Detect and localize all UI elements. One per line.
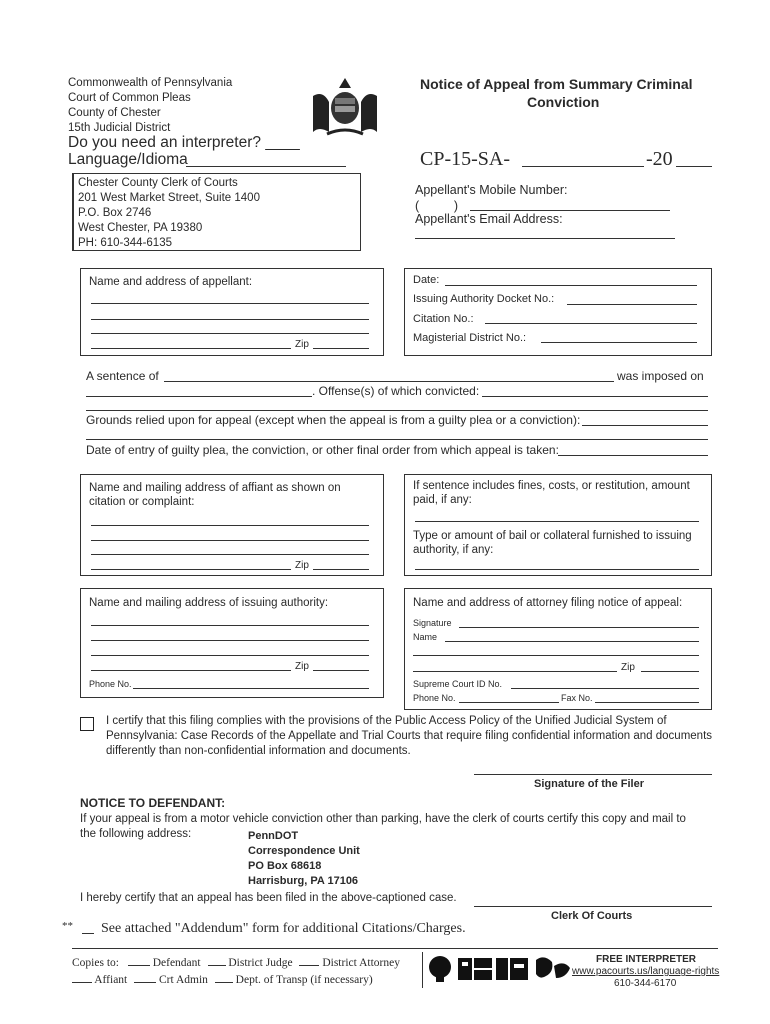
grounds-field-2[interactable] (86, 439, 708, 440)
docket-number-field[interactable] (522, 166, 644, 167)
form-title-line2: Conviction (527, 94, 600, 110)
addendum-text: See attached "Addendum" form for additional Citations/Charges. (101, 921, 466, 936)
date-entry-label: Date of entry of guilty plea, the conviction, or other final order from which appeal is taken: (86, 443, 559, 457)
appellant-address-field-2[interactable] (91, 333, 369, 334)
accessibility-icons (426, 952, 574, 986)
certify-text: I certify that this filing complies with the provisions of the Public Access Policy of the Unified Judicial System of Pennsylvania: Case Records of the Appellate and Trial Courts that require filing confidential information and documents differently than non-confidential information and documents. (106, 715, 713, 757)
filer-signature-label: Signature of the Filer (534, 778, 645, 790)
supreme-court-label: Supreme Court ID No. (413, 679, 503, 689)
attorney-phone-label: Phone No. (413, 693, 456, 703)
case-info-box (404, 268, 712, 356)
name-label: Name (413, 632, 438, 642)
citation-label: Citation No.: (413, 313, 474, 325)
addendum-stars: ** (62, 920, 73, 932)
authority-zip-field[interactable] (313, 670, 369, 671)
attorney-name-field[interactable] (445, 641, 699, 642)
sentence-suffix: was imposed on (617, 369, 704, 383)
zip-label: Zip (295, 560, 309, 571)
appellant-label: Name and address of appellant: (89, 276, 253, 288)
filer-signature-field[interactable] (474, 774, 712, 775)
appellant-box (80, 268, 384, 356)
attorney-box (404, 588, 712, 710)
email-label: Appellant's Email Address: (415, 212, 563, 226)
attorney-label: Name and address of attorney filing notice of appeal: (413, 597, 683, 609)
court-line: Court of Common Pleas (68, 92, 191, 104)
court-line: 15th Judicial District (68, 122, 171, 134)
dept-transp-check[interactable] (215, 982, 233, 983)
fines-box (404, 474, 712, 576)
district-field[interactable] (541, 342, 697, 343)
zip-label: Zip (295, 339, 309, 350)
clerk-signature-field[interactable] (474, 906, 712, 907)
defendant-check[interactable] (128, 965, 150, 966)
copies-section (72, 955, 400, 989)
authority-field-2[interactable] (91, 640, 369, 641)
clerk-line: 201 West Market Street, Suite 1400 (78, 192, 260, 204)
appellant-city-field[interactable] (91, 348, 291, 349)
phone-label: Phone No. (89, 679, 132, 689)
form-title: Notice of Appeal from Summary Criminal (420, 76, 693, 92)
court-line: Commonwealth of Pennsylvania (68, 77, 233, 89)
grounds-label: Grounds relied upon for appeal (except when the appeal is from a guilty plea or a conviction): (86, 413, 581, 427)
authority-phone-field[interactable] (133, 688, 369, 689)
interpreter-url[interactable]: www.pacourts.us/language-rights (572, 966, 720, 977)
affiant-box (80, 474, 384, 576)
interpreter-question: Do you need an interpreter? ____ (68, 134, 300, 151)
notice-heading: NOTICE TO DEFENDANT: (80, 796, 226, 810)
zip-label: Zip (621, 662, 635, 673)
affiant-label: Name and mailing address of affiant as shown on citation or complaint: (89, 482, 341, 508)
appellant-name-field[interactable] (91, 303, 369, 304)
sentence-date-field[interactable] (86, 396, 312, 397)
signature-label: Signature (413, 618, 452, 628)
affiant-field[interactable] (91, 525, 369, 526)
crt-admin-label: Crt Admin (159, 974, 208, 986)
affiant-field-2[interactable] (91, 540, 369, 541)
clerk-line: P.O. Box 2746 (78, 207, 152, 219)
affiant-zip-field[interactable] (313, 569, 369, 570)
interpreter-phone: 610-344-6170 (614, 978, 677, 989)
fax-label: Fax No. (561, 693, 593, 703)
docket-prefix: CP-15-SA- (420, 148, 511, 170)
docket-suffix: -20 (646, 148, 673, 170)
pennsylvania-seal (305, 76, 385, 140)
appellant-address-field[interactable] (91, 319, 369, 320)
defendant-label: Defendant (152, 957, 201, 969)
supreme-court-field[interactable] (511, 688, 699, 689)
citation-field[interactable] (485, 323, 697, 324)
grounds-field[interactable] (582, 425, 708, 426)
authority-box (80, 588, 384, 698)
docket-year-field[interactable] (676, 166, 712, 167)
date-entry-field[interactable] (558, 455, 708, 456)
district-judge-label: District Judge (228, 957, 293, 969)
court-heading (68, 76, 232, 136)
docket-label: Issuing Authority Docket No.: (413, 293, 555, 305)
language-label: Language/Idioma (68, 151, 188, 168)
address-line: PO Box 68618 (248, 860, 322, 872)
dept-transp-label: Dept. of Transp (if necessary) (235, 974, 373, 986)
addendum-check-field[interactable] (82, 933, 94, 934)
copies-label: Copies to: (72, 957, 119, 969)
affiant-check[interactable] (72, 982, 92, 983)
sentence-field[interactable] (164, 381, 614, 382)
mobile-paren: ( ) (415, 199, 459, 213)
sentence-prefix: A sentence of (86, 369, 159, 383)
district-label: Magisterial District No.: (413, 332, 527, 344)
crt-admin-check[interactable] (134, 982, 156, 983)
language-field[interactable] (186, 166, 346, 167)
date-label: Date: (413, 274, 440, 286)
authority-label: Name and mailing address of issuing authority: (89, 597, 329, 609)
district-attorney-label: District Attorney (322, 957, 400, 969)
affiant-city-field[interactable] (91, 569, 291, 570)
clerk-line: PH: 610-344-6135 (78, 237, 172, 249)
address-line: Correspondence Unit (248, 845, 360, 857)
clerk-line: West Chester, PA 19380 (78, 222, 203, 234)
filed-statement: I hereby certify that an appeal has been filed in the above-captioned case. (80, 892, 457, 904)
address-line: Harrisburg, PA 17106 (248, 875, 359, 887)
authority-field-3[interactable] (91, 655, 369, 656)
issuing-docket-field[interactable] (567, 304, 697, 305)
attorney-zip-field[interactable] (641, 671, 699, 672)
clerk-line: Chester County Clerk of Courts (78, 177, 238, 189)
clerk-address-box (72, 173, 361, 251)
email-field[interactable] (415, 238, 675, 239)
affiant-copy-label: Affiant (94, 974, 128, 986)
notice-line1: If your appeal is from a motor vehicle conviction other than parking, have the clerk of courts certify this copy and mail to (80, 813, 686, 825)
offense-field-2[interactable] (86, 410, 708, 411)
mobile-field[interactable] (470, 210, 670, 211)
district-judge-check[interactable] (208, 965, 226, 966)
notice-line2: the following address: (80, 828, 192, 840)
appellant-zip-field[interactable] (313, 348, 369, 349)
interpreter-title: FREE INTERPRETER (596, 954, 697, 965)
court-line: County of Chester (68, 107, 161, 119)
clerk-label: Clerk Of Courts (551, 910, 633, 922)
certify-checkbox[interactable] (80, 717, 94, 731)
offense-field[interactable] (482, 396, 708, 397)
mobile-label: Appellant's Mobile Number: (415, 183, 568, 197)
address-line: PennDOT (248, 830, 299, 842)
authority-city-field[interactable] (91, 670, 291, 671)
penndot-address (248, 829, 360, 889)
affiant-field-3[interactable] (91, 554, 369, 555)
fines-label: If sentence includes fines, costs, or restitution, amount paid, if any: (413, 480, 690, 506)
offense-label: . Offense(s) of which convicted: (312, 384, 480, 398)
footer-vertical-divider (422, 952, 423, 988)
bail-label: Type or amount of bail or collateral furnished to issuing authority, if any: (413, 530, 692, 556)
authority-field[interactable] (91, 625, 369, 626)
zip-label: Zip (295, 661, 309, 672)
footer-divider (72, 948, 718, 949)
bail-field[interactable] (415, 569, 699, 570)
attorney-address-field[interactable] (413, 655, 699, 656)
attorney-fax-field[interactable] (595, 702, 699, 703)
attorney-phone-field[interactable] (459, 702, 559, 703)
attorney-city-field[interactable] (413, 671, 617, 672)
district-attorney-check[interactable] (299, 965, 319, 966)
attorney-signature-field[interactable] (459, 627, 699, 628)
fines-field[interactable] (415, 521, 699, 522)
date-field[interactable] (445, 285, 697, 286)
